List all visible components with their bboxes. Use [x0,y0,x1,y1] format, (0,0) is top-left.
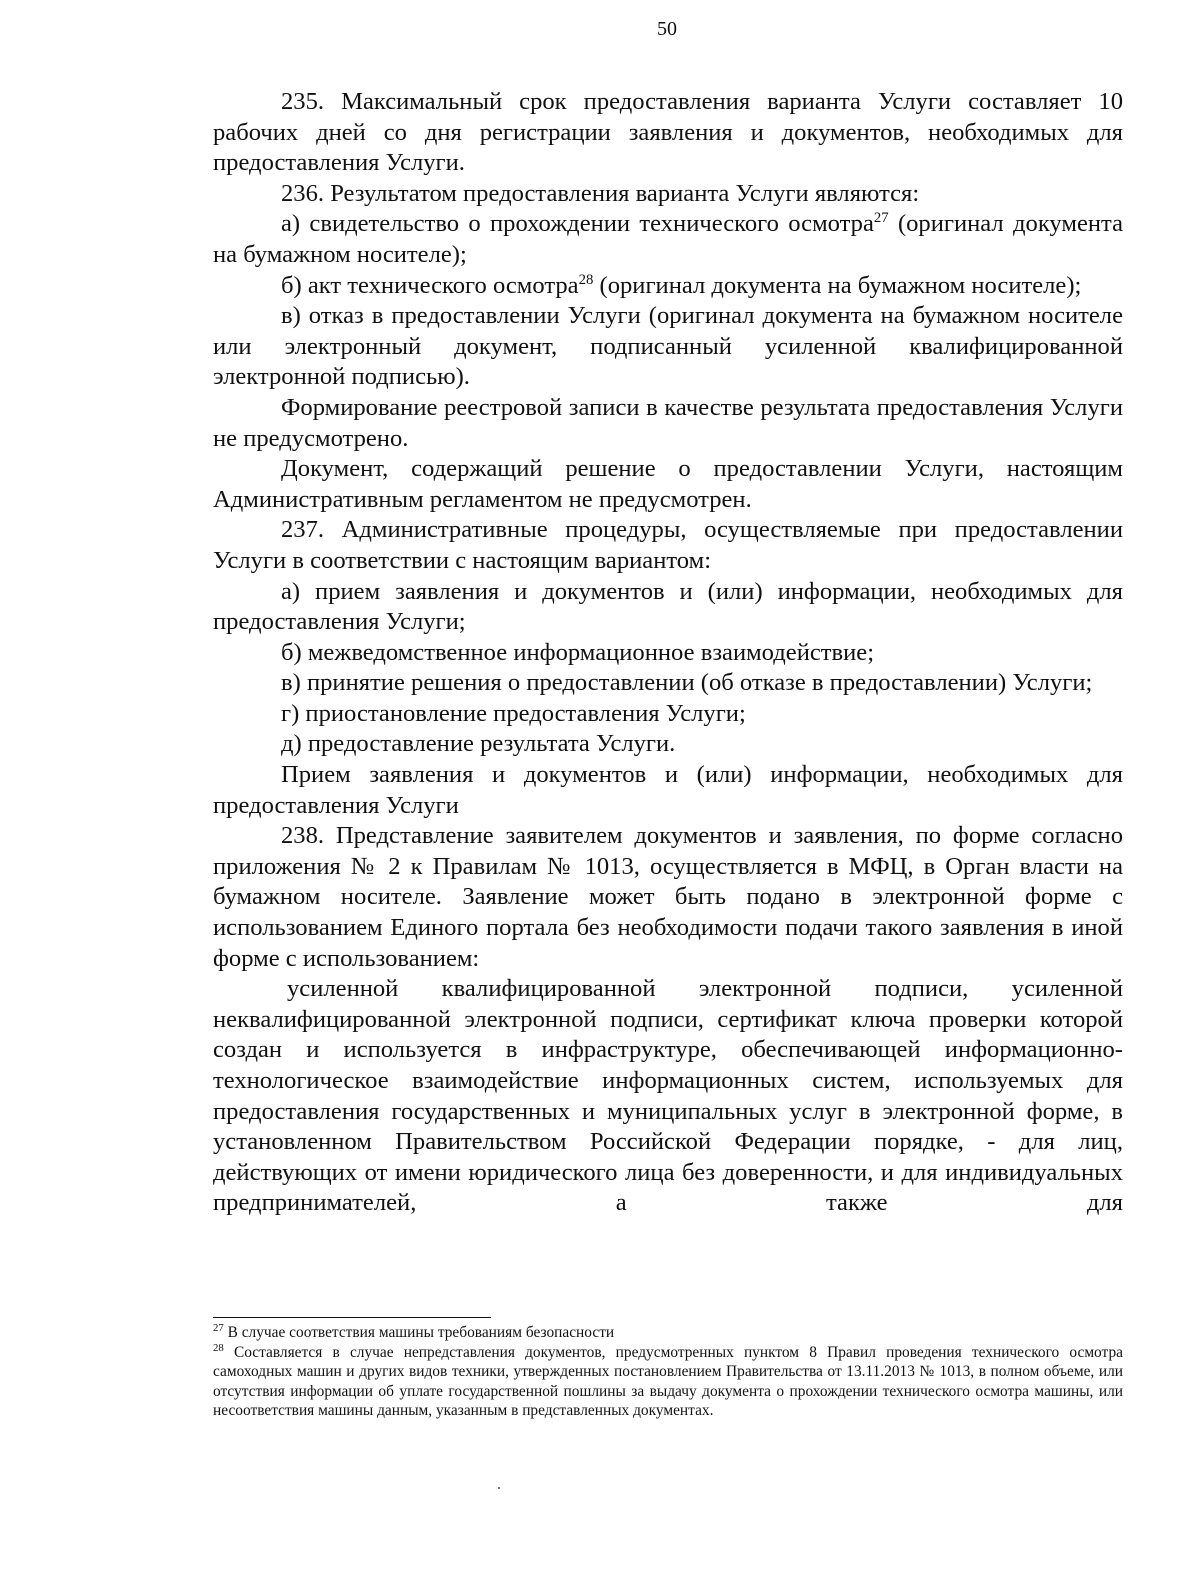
paragraph-236-c: в) отказ в предоставлении Услуги (оригинал документа на бумажном носителе или электронный документ, подписанный усиленной квалифицированной электронной подписью). [213,302,1123,391]
footnote-number: 27 [213,1321,224,1334]
paragraph-238-signature: усиленной квалифицированной электронной подписи, усиленной неквалифицированной электронной подписи, сертификат ключа проверки которой создан и используется в инфраструктуре, обеспечивающей информационно-технологическое взаимодействие информационных систем, используемых для предоставления государственных и муниципальных услуг в электронной форме, в установленном Правительством Российской Федерации порядке, - для лиц, действующих от имени юридического лица без доверенности, и для индивидуальных предпринимателей, а также для [213,975,1123,1217]
footnote-28 [213,1343,1123,1421]
paragraph-237-a: а) прием заявления и документов и (или) информации, необходимых для предоставления Услуги; [213,577,1123,636]
paragraph-237-b: б) межведомственное информационное взаимодействие; [281,638,875,666]
paragraph-236-a-text: а) свидетельство о прохождении технического осмотра [281,210,874,238]
paragraph-document: Документ, содержащий решение о предоставлении Услуги, настоящим Административным регламентом не предусмотрен. [213,455,1123,513]
paragraph-236-b [213,271,1123,302]
section-heading: Прием заявления и документов и (или) информации, необходимых для предоставления Услуги [213,761,1123,819]
footnote-ref-27: 27 [873,210,889,227]
paragraph-238: 238. Представление заявителем документов и заявления, по форме согласно приложения № 2 к Правилам № 1013, осуществляется в МФЦ, в Орган власти на бумажном носителе. Заявление может быть подано в электронной форме с использованием Единого портала без необходимости подачи такого заявления в иной форме с использованием: [213,822,1123,972]
footnote-ref-28: 28 [578,271,594,288]
document-body [213,87,1123,1219]
footnote-separator [213,1317,491,1318]
footnote-text: Составляется в случае непредставления документов, предусмотренных пунктом 8 Правил проведения технического осмотра самоходных машин и других видов техники, утвержденных постановлением Правительства от 13.11.2013 № 1013, в полном объеме, или отсутствия информации об уплате государственной пошлины за выдачу документа о прохождении технического осмотра машины, или несоответствия машины данным, указанным в представленных документах. [213,1343,1123,1420]
footnote-27 [213,1323,1123,1343]
paragraph-236: 236. Результатом предоставления варианта Услуги являются: [281,179,920,207]
footnote-number: 28 [213,1341,224,1354]
paragraph-235: 235. Максимальный срок предоставления варианта Услуги составляет 10 рабочих дней со дня регистрации заявления и документов, необходимых для предоставления Услуги. [213,88,1123,177]
footnote-text: В случае соответствия машины требованиям безопасности [223,1324,615,1341]
paragraph-236-b-tail: (оригинал документа на бумажном носителе); [593,271,1082,299]
footnotes [213,1323,1123,1421]
paragraph-237: 237. Административные процедуры, осуществляемые при предоставлении Услуги в соответствии с настоящим вариантом: [213,516,1123,574]
paragraph-236-b-text: б) акт технического осмотра [281,271,579,299]
paragraph-236-a-tail: (оригинал документа на бумажном носителе); [213,210,1124,268]
paragraph-237-e: д) предоставление результата Услуги. [281,730,676,758]
paragraph-236-a [213,209,1123,270]
paragraph-registry: Формирование реестровой записи в качестве результата предоставления Услуги не предусмотрено. [213,393,1123,452]
paragraph-237-c: в) принятие решения о предоставлении (об отказе в предоставлении) Услуги; [281,669,1093,697]
scan-speck [498,1487,500,1489]
page-number: 50 [657,18,677,40]
paragraph-237-d: г) приостановление предоставления Услуги; [281,699,746,727]
